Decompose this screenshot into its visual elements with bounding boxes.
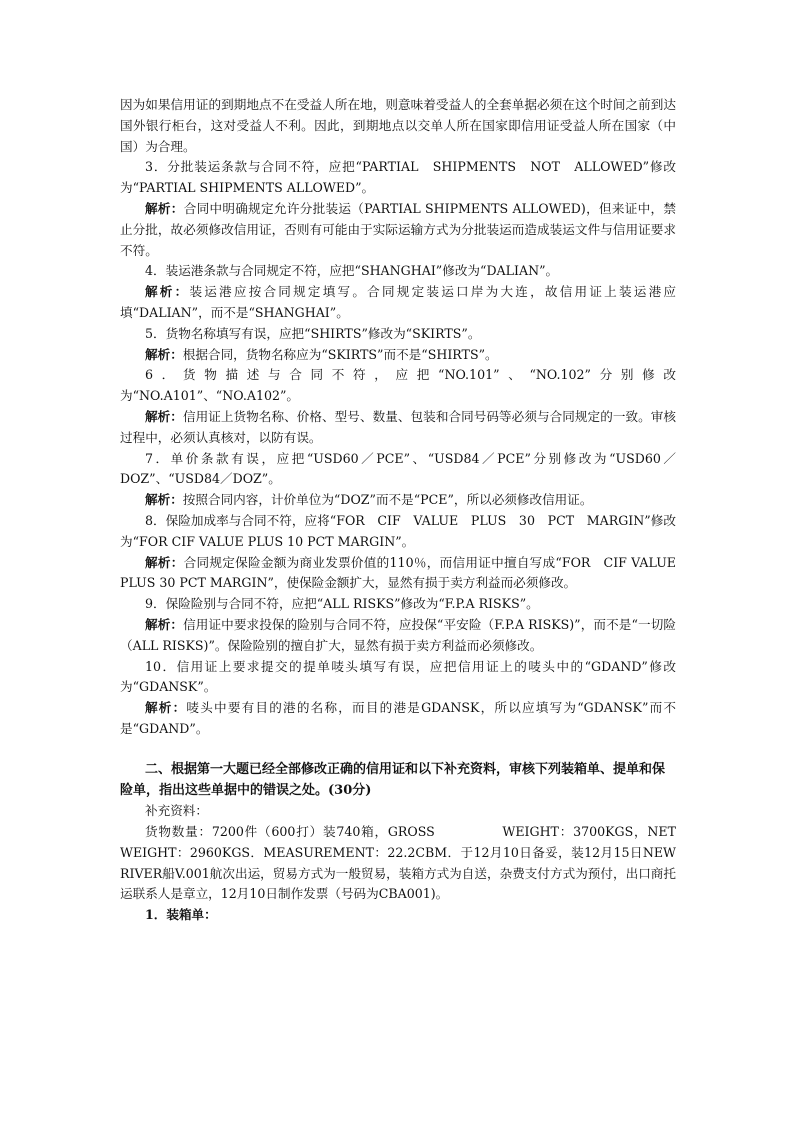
item-8-insurance-margin: 8．保险加成率与合同不符，应将“FOR CIF VALUE PLUS 30 PCT MARGIN”修改为“FOR CIF VALUE PLUS 10 PCT MARGIN”。 <box>120 512 676 549</box>
item-10-shipping-mark: 10．信用证上要求提交的提单唛头填写有误，应把信用证上的唛头中的“GDAND”修改为“GDANSK”。 <box>120 658 676 695</box>
packing-list-title: 1．装箱单： <box>145 907 217 923</box>
analysis-label: 解析： <box>145 616 184 632</box>
analysis-10 <box>120 698 676 740</box>
analysis-text: 装运港应按合同规定填写。合同规定装运口岸为大连，故信用证上装运港应填“DALIAN”，而不是“SHANGHAI”。 <box>120 284 677 320</box>
analysis-label: 解析： <box>145 200 184 216</box>
supplement-text: 货物数量：7200件（600打）装740箱，GROSS WEIGHT：3700KGS，NET WEIGHT：2960KGS．MEASUREMENT：22.2CBM．于12月10日备妥，装12月15日NEW RIVER船V.001航次出运，贸易方式为一般贸易，装箱方式为自送，杂费支付方式为预付，出口商托运联系人是章立，12月10日制作发票（号码为CBA001)。 <box>120 824 676 902</box>
analysis-text: 根据合同，货物名称应为“SKIRTS”而不是“SHIRTS”。 <box>182 346 498 362</box>
analysis-4 <box>120 282 676 324</box>
item-4-loading-port: 4．装运港条款与合同规定不符，应把“SHANGHAI”修改为“DALIAN”。 <box>145 263 559 279</box>
analysis-7 <box>120 490 676 511</box>
section-heading: 二、根据第一大题已经全部修改正确的信用证和以下补充资料，审核下列装箱单、提单和保险单，指出这些单据中的错误之处。(30分) <box>120 761 666 798</box>
analysis-text: 信用证上货物名称、价格、型号、数量、包装和合同号码等必须与合同规定的一致。审核过程中，必须认真核对，以防有误。 <box>120 408 677 445</box>
analysis-text: 合同规定保险金额为商业发票价值的110％，而信用证中擅自写成“FOR CIF VALUE PLUS 30 PCT MARGIN”，使保险金额扩大，显然有损于卖方利益而必须修改。 <box>120 554 677 591</box>
analysis-label: 解析： <box>145 492 183 508</box>
analysis-label: 解析： <box>145 408 183 424</box>
item-6-goods-description: 6．货物描述与合同不符，应把“NO.101”、“NO.102”分别修改为“NO.A101”、“NO.A102”。 <box>120 367 676 404</box>
analysis-text: 唛头中要有目的港的名称，而目的港是GDANSK，所以应填写为“GDANSK”而不是“GDAND”。 <box>120 700 677 736</box>
analysis-label: 解析： <box>145 346 183 362</box>
supplement-label: 补充资料： <box>145 803 208 819</box>
answer-list <box>120 95 676 740</box>
analysis-5 <box>120 345 676 366</box>
analysis-9 <box>120 615 676 657</box>
analysis-text: 按照合同内容，计价单位为“DOZ”而不是“PCE”，所以必须修改信用证。 <box>182 492 593 508</box>
analysis-label: 解析： <box>145 700 187 716</box>
analysis-text: 信用证中要求投保的险别与合同不符，应投保“平安险（F.P.A RISKS)”，而不是“一切险（ALL RISKS)”。保险险别的擅自扩大，显然有损于卖方利益而必须修改。 <box>120 616 676 653</box>
section-spacer <box>120 740 676 760</box>
document-page <box>120 95 676 926</box>
analysis-8 <box>120 553 676 595</box>
analysis-label: 解析： <box>145 554 184 570</box>
item-3-partial-shipments: 3．分批装运条款与合同不符，应把“PARTIAL SHIPMENTS NOT ALLOWED”修改为“PARTIAL SHIPMENTS ALLOWED”。 <box>120 159 676 196</box>
analysis-6 <box>120 407 676 449</box>
analysis-label: 解析： <box>145 284 190 300</box>
paragraph-expiry-place: 因为如果信用证的到期地点不在受益人所在地，则意味着受益人的全套单据必须在这个时间之前到达国外银行柜台，这对受益人不利。因此，到期地点以交单人所在国家即信用证受益人所在国家（中国）为合理。 <box>120 97 676 154</box>
item-9-insurance-risks: 9．保险险别与合同不符，应把“ALL RISKS”修改为“F.P.A RISKS”。 <box>145 596 539 612</box>
analysis-text: 合同中明确规定允许分批装运（PARTIAL SHIPMENTS ALLOWED)，但来证中，禁止分批，故必须修改信用证，否则有可能由于实际运输方式为分批装运而造成装运文件与信用证要求不符。 <box>120 200 677 258</box>
item-7-unit-price: 7．单价条款有误，应把“USD60／PCE”、“USD84／PCE”分别修改为“USD60／DOZ”、“USD84／DOZ”。 <box>120 450 676 487</box>
item-5-goods-name: 5．货物名称填写有误，应把“SHIRTS”修改为“SKIRTS”。 <box>145 325 481 341</box>
analysis-3 <box>120 199 676 261</box>
